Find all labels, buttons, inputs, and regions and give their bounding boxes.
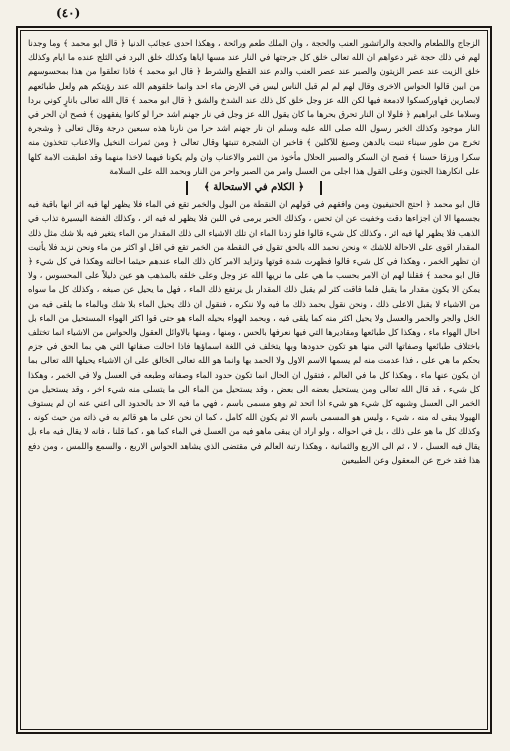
section-heading: ﴿ الكلام في الاستحالة ﴾ — [186, 181, 322, 195]
page-number: (٤٠) — [56, 6, 81, 20]
paragraph: الزجاج واللطعام والحجة والراتشور العنب والحجة ، وان الملك طعم ورائحة ، وهكذا احدى عجائب الدنيا ﴿ قال ابو محمد ﴾ وما وجدنا لهم في ذلك حجة غير دعواهم ان الله تعالى خلق كل جرجتها في النار عند مسها اياها وكذلك خلق البرد في الثلج عنده ما ايام وكذلك خلق الزيت عند عصر الزيتون والصبر عند عصر العنب والدم عند القطع والشرط ﴿ قال ابو محمد ﴾ فاذا تعلقوا من هذا بمحسوسهم من ابين قالوا الحواس الاخرى وقال لهم لم لم قبل الناس ليس في الارض ماء احد وانما خلقوهم الله عند رؤيتكم هم ولعل طبائعهم لابصارين فهاوركسكوا لادمعة فيها لكن الله عز وجل خلق كل ذلك عند الشدخ والشق ﴿ قال ابو محمد ﴾ قال الله تعالى بانارٍ كوني بردا وسلاما على ابراهيم ﴿ فلولا ان النار تحرق بحرها ما كان يقول الله عز وجل في نار جهنم اشد حرا لو كانوا يفقهون ﴾ فصح ان الحر في النار موجود وكذلك الخبر رسول الله صلى الله عليه وسلم ان نار جهنم اشد حرا من نارنا هذه سبعين درجة وقال تعالى ﴿ وشجرة تخرج من طور سيناء تنبت بالدهن وصبغ للآكلين ﴾ فاخبر ان الشجرة تنبتها وقال تعالى ﴿ ومن ثمرات النخيل والاعناب تتخذون منه سكرا ورزقا حسنا ﴾ فصح ان السكر والصبير الحلال مأخوذ من الثمر والاعناب وان ولم يكونا فيهما لاخذا منهما وقد اطبقت الامة كلها على انكارهذا الجنون وعلى القول هذا اجلى من العسل وامر من الصبر واحر من النار وبحمد الله على السلامة — [28, 38, 480, 176]
paragraph: قال ابو محمد ﴿ احتج الحنيفيون ومن وافقهم في قولهم ان النقطة من البول والخمر تقع في الماء فلا يظهر لها فيه اثر انها باقية فيه بجسمها الا ان اجزاءها دقت وخفيت عن ان تحس ، وكذلك الحبر يرمى في اللبن فلا يظهر له فيه اثر ، وكذلك الفضة اليسيرة تذاب في الذهب فلا يظهر لها فيه اثر ، وكذلك كل شيء قالوا فلو زدنا الماء ان تلك الاشياء الى ذلك المقدار من الماء يتغير فيه بلا شك مثل ذلك المقدار اقوى على الاحالة للاشك » ونحن نحمد الله بالحق تقول في النقطة من الخمر تقع في اقل او اكثر من ماء ونحن نزيد فلا يأتيت ان تظهر الخمر ، وهكذا في كل شيء قالوا فظهرت شدة قوتها وتزايد الامر كان ذلك الماء عندهم حيثما احالته وهكذا في كل شيء ﴿ قال ابو محمد ﴾ فقلنا لهم ان الامر بحسب ما هي على ما نريها الله عز وجل وعلى خلقه بالمذهب هو عين دليلاً على المحسوس ، ولا يمكن الا يكون مقدار ما يقبل فلما فاقت كثر لم يقبل ذلك المقدار بل يرتفع ذلك الماء ، فهل ما يحيل عن صبغه ، وكذلك كل ما سواه من الاشياء لا يقبل الاعلى ذلك ، ونحن نقول بحمد ذلك ما فيه ولا ننكره ، فنقول ان ذلك يحيل الماء بلا شك وبالماء ما يلقى فيه من الخل والجر والحمر والعسل ولا يحيل اكثر منه كما يلقى فيه ، وبحمد الهواء بحيله الماء هو حتى قوا اكثر الهواء المستحيل من الماء بل احال الهواء ماء ، وهكذا كل طبائعها ومقاديرها التي فيها نعرفها بالحس ، ومنها ، ومنها بالاوائل العقول والحواس من الاشياء انما تختلف باختلاف طبائعها وصفاتها التي منها هو تكون حدودها وبها يتخلف في اللغة اسماؤها فاذا احالت صفاتها التي هي بما الحق في جزم بحكم ما هي على ، فذا عدمت منه لم يسمها الاسم الاول ولا الحمد بها وانما هو الله تعالى الخالق على ان الاشياء يحيلها الله تعالى بما ان يكون عنها ماء ، وهكذا كل ما في العالم ، فتقول ان الحال انما تكون حدود الماء وصفاته وطبعه في العسل ولا في الخمر ، وهكذا كل شيء ، قد قال الله تعالى ومن يستحيل بعضه الى بعض ، وقد يستحيل من الماء الى ما يتسلى منه شيء اخر ، وقد يستحيل من الخمر الى العسل وشبهه كل شيء هو شيء اذا اتحد ثم وهو مسمى باسم ، فهي ما فيه الا حد بالحدود الى اعني عنه ان لم يستوف الهيولا يبقى له منه ، شيء ، وليس هو المسمى باسم الا ثم يكون الله كامل ، كما ان نحن على ما هو قائم به في ذاته من حيث كونه ، وكذلك كل ما هو على ذلك ، بل في احواله ، ولو اراد ان يبقى ماهو فيه من العسل في الماء كما هو ، كما قلنا ، فانه لا يقال فيه ماء بل يقال فيه العسل ، لا ، ثم الى الاربع والثمانية ، وهكذا رتبة العالم في مقتضى الذي يشاهد الحواس الاربع ، والسمع واللمس ، ومن دفع هذا فقد خرج عن المعقول وعن الطبيعين — [28, 199, 480, 465]
text-column — [28, 36, 480, 726]
section-heading-row — [28, 180, 480, 195]
text-frame — [16, 26, 492, 734]
